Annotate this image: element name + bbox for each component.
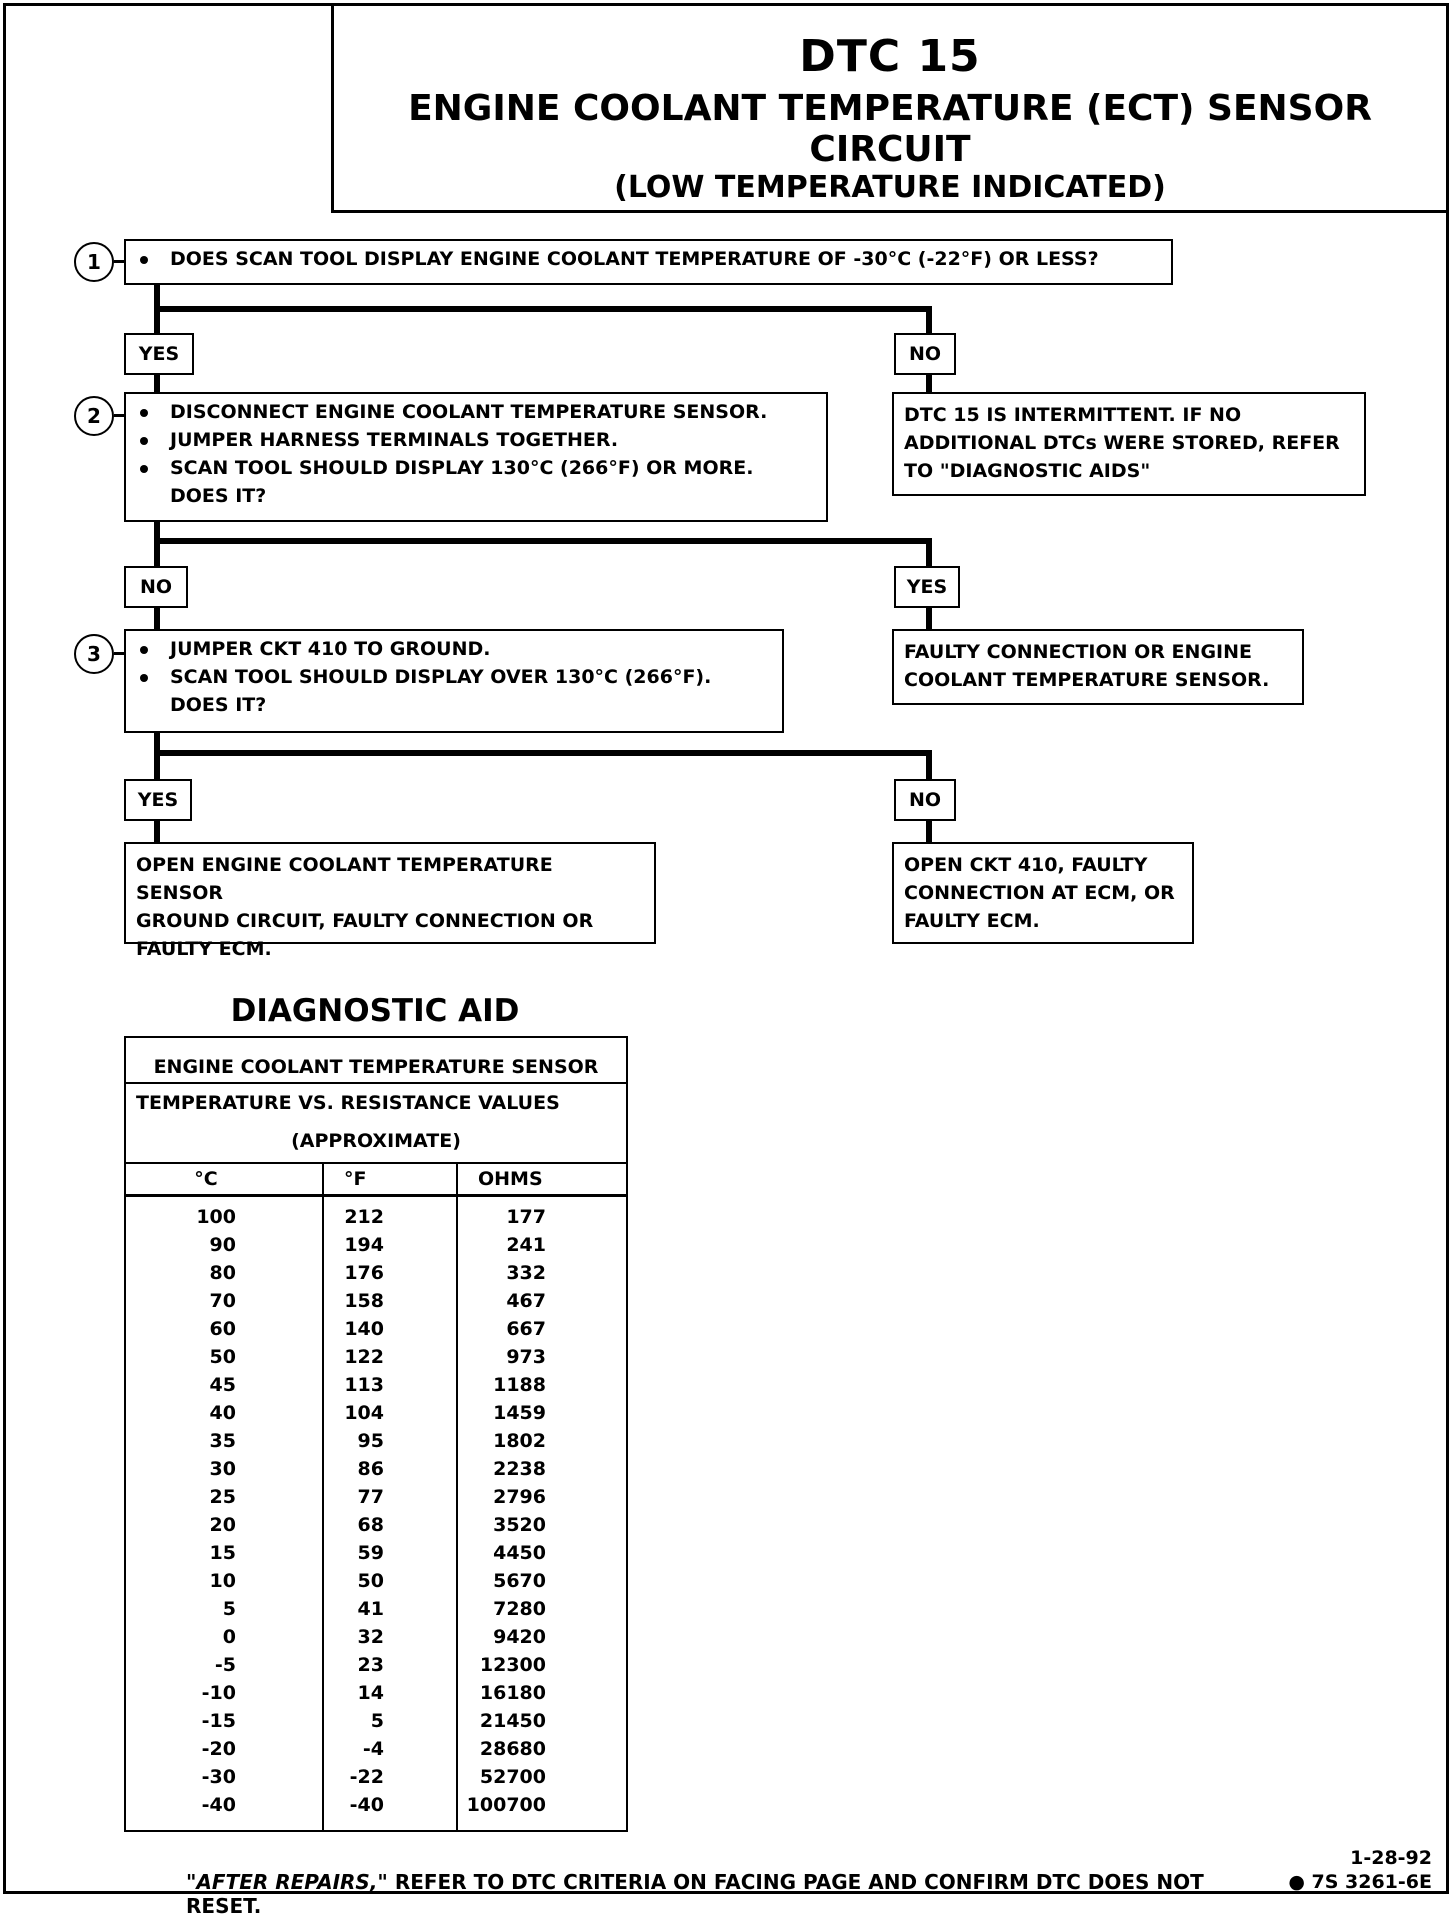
step-2-line: JUMPER HARNESS TERMINALS TOGETHER.: [136, 426, 816, 454]
fahrenheit-cell: 32: [357, 1626, 384, 1648]
step-3-box: [124, 629, 784, 733]
celsius-cell: 10: [209, 1570, 236, 1592]
table-divider: [126, 1162, 626, 1164]
column-divider: [322, 1162, 324, 1830]
connector-line: [154, 538, 932, 544]
celsius-cell: 5: [222, 1598, 236, 1620]
ohms-cell: 1459: [493, 1402, 546, 1424]
result-line: OPEN ENGINE COOLANT TEMPERATURE SENSOR: [136, 854, 553, 904]
column-divider: [456, 1162, 458, 1830]
fahrenheit-cell: 86: [357, 1458, 384, 1480]
fahrenheit-cell: 23: [357, 1654, 384, 1676]
celsius-cell: 25: [209, 1486, 236, 1508]
column-header-fahrenheit: °F: [344, 1168, 367, 1190]
step-3-connector: [114, 652, 124, 655]
fahrenheit-cell: 5: [370, 1710, 384, 1732]
step-2-line: SCAN TOOL SHOULD DISPLAY 130°C (266°F) OR MORE.: [136, 454, 816, 482]
dtc-number: DTC 15: [799, 31, 981, 82]
fahrenheit-cell: 104: [344, 1402, 384, 1424]
ohms-cell: 332: [506, 1262, 546, 1284]
celsius-cell: 20: [209, 1514, 236, 1536]
bullet-icon: [140, 646, 148, 654]
step-1-text: DOES SCAN TOOL DISPLAY ENGINE COOLANT TEMPERATURE OF -30°C (-22°F) OR LESS?: [170, 248, 1099, 270]
table-divider: [126, 1194, 626, 1197]
connector-line: [926, 538, 932, 568]
bullet-icon: [140, 465, 148, 473]
fahrenheit-cell: 95: [357, 1430, 384, 1452]
result-line: OPEN CKT 410, FAULTY: [904, 854, 1148, 876]
fahrenheit-cell: 158: [344, 1290, 384, 1312]
result-line: TO "DIAGNOSTIC AIDS": [904, 460, 1151, 482]
step-2-connector: [114, 414, 124, 417]
fahrenheit-cell: 113: [344, 1374, 384, 1396]
table-divider: [126, 1082, 626, 1084]
connector-line: [154, 608, 160, 630]
document-date: 1-28-92: [1350, 1847, 1432, 1869]
step-1-line: [136, 245, 1161, 273]
ohms-cell: 241: [506, 1234, 546, 1256]
result-line: GROUND CIRCUIT, FAULTY CONNECTION OR: [136, 910, 594, 932]
fahrenheit-cell: -40: [349, 1794, 384, 1816]
celsius-cell: 90: [209, 1234, 236, 1256]
fahrenheit-cell: -4: [362, 1738, 384, 1760]
ohms-cell: 667: [506, 1318, 546, 1340]
celsius-cell: 45: [209, 1374, 236, 1396]
connector-line: [926, 821, 932, 843]
ohms-cell: 973: [506, 1346, 546, 1368]
fahrenheit-cell: 59: [357, 1542, 384, 1564]
branch-yes-label: YES: [124, 333, 194, 375]
step-3-question: DOES IT?: [170, 694, 267, 716]
fahrenheit-cell: -22: [349, 1766, 384, 1788]
after-repairs-label: "AFTER REPAIRS,": [186, 1870, 388, 1894]
ohms-cell: 2796: [493, 1486, 546, 1508]
fahrenheit-cell: 194: [344, 1234, 384, 1256]
ohms-cell: 16180: [479, 1682, 546, 1704]
table-title: ENGINE COOLANT TEMPERATURE SENSOR: [153, 1056, 599, 1078]
connector-line: [154, 522, 160, 568]
celsius-cell: 50: [209, 1346, 236, 1368]
fahrenheit-cell: 212: [344, 1206, 384, 1228]
ohms-cell: 12300: [479, 1654, 546, 1676]
result-open-ground-box: [124, 842, 656, 960]
ohms-cell: 467: [506, 1290, 546, 1312]
branch-no-label: NO: [894, 779, 956, 821]
resistance-table: [124, 1036, 628, 1832]
celsius-cell: 30: [209, 1458, 236, 1480]
ohms-cell: 21450: [479, 1710, 546, 1732]
connector-line: [926, 608, 932, 630]
ohms-cell: 4450: [493, 1542, 546, 1564]
connector-line: [154, 375, 160, 393]
ohms-cell: 28680: [479, 1738, 546, 1760]
step-2-box: [124, 392, 828, 522]
page-subtitle: (LOW TEMPERATURE INDICATED): [614, 170, 1166, 205]
fahrenheit-cell: 140: [344, 1318, 384, 1340]
bullet-icon: [140, 409, 148, 417]
result-line: CONNECTION AT ECM, OR: [904, 882, 1175, 904]
celsius-cell: -40: [201, 1794, 236, 1816]
bullet-icon: [140, 256, 148, 264]
document-code: [1280, 1846, 1432, 1894]
column-header-celsius: °C: [194, 1168, 218, 1190]
celsius-cell: 70: [209, 1290, 236, 1312]
celsius-cell: 35: [209, 1430, 236, 1452]
step-3-line: SCAN TOOL SHOULD DISPLAY OVER 130°C (266°F).: [136, 663, 772, 691]
step-3-number: 3: [74, 634, 114, 674]
page-title: ENGINE COOLANT TEMPERATURE (ECT) SENSOR CIRCUIT: [408, 88, 1372, 170]
document-number: ● 7S 3261-6E: [1288, 1871, 1432, 1893]
footer-note: [186, 1870, 1226, 1918]
result-line: ADDITIONAL DTCs WERE STORED, REFER: [904, 432, 1340, 454]
ohms-cell: 9420: [493, 1626, 546, 1648]
step-1-number: 1: [74, 242, 114, 282]
ohms-cell: 7280: [493, 1598, 546, 1620]
ohms-cell: 52700: [479, 1766, 546, 1788]
fahrenheit-cell: 77: [357, 1486, 384, 1508]
bullet-icon: [140, 437, 148, 445]
ohms-cell: 1802: [493, 1430, 546, 1452]
result-intermittent-box: [892, 392, 1366, 496]
footer-text: REFER TO DTC CRITERIA ON FACING PAGE AND CONFIRM DTC DOES NOT RESET.: [186, 1870, 1204, 1918]
branch-yes-label: YES: [124, 779, 192, 821]
celsius-cell: 15: [209, 1542, 236, 1564]
result-line: FAULTY ECM.: [136, 938, 272, 960]
fahrenheit-cell: 50: [357, 1570, 384, 1592]
ohms-cell: 177: [506, 1206, 546, 1228]
celsius-cell: -10: [201, 1682, 236, 1704]
celsius-cell: -15: [201, 1710, 236, 1732]
connector-line: [154, 821, 160, 843]
result-line: FAULTY CONNECTION OR ENGINE: [904, 641, 1252, 663]
step-2-question: DOES IT?: [170, 485, 267, 507]
branch-no-label: NO: [894, 333, 956, 375]
celsius-cell: 0: [222, 1626, 236, 1648]
bullet-icon: [140, 674, 148, 682]
column-header-ohms: OHMS: [478, 1168, 543, 1190]
fahrenheit-cell: 68: [357, 1514, 384, 1536]
step-2-number: 2: [74, 396, 114, 436]
result-open-ckt410-box: [892, 842, 1194, 944]
branch-no-label: NO: [124, 566, 188, 608]
connector-line: [154, 733, 160, 781]
diagnostic-aid-title: DIAGNOSTIC AID: [230, 993, 520, 1029]
ohms-cell: 100700: [466, 1794, 546, 1816]
celsius-cell: -30: [201, 1766, 236, 1788]
result-line: COOLANT TEMPERATURE SENSOR.: [904, 669, 1270, 691]
ohms-cell: 5670: [493, 1570, 546, 1592]
connector-line: [926, 375, 932, 393]
table-note: (APPROXIMATE): [291, 1130, 461, 1152]
connector-line: [926, 750, 932, 781]
celsius-cell: 40: [209, 1402, 236, 1424]
fahrenheit-cell: 176: [344, 1262, 384, 1284]
title-box: [331, 3, 1446, 213]
celsius-cell: -5: [214, 1654, 236, 1676]
ohms-cell: 2238: [493, 1458, 546, 1480]
branch-yes-label: YES: [894, 566, 960, 608]
ohms-cell: 1188: [493, 1374, 546, 1396]
connector-line: [154, 306, 932, 312]
fahrenheit-cell: 122: [344, 1346, 384, 1368]
celsius-cell: 100: [196, 1206, 236, 1228]
ohms-cell: 3520: [493, 1514, 546, 1536]
table-subtitle: TEMPERATURE VS. RESISTANCE VALUES: [136, 1092, 560, 1114]
celsius-cell: 60: [209, 1318, 236, 1340]
result-faulty-sensor-box: [892, 629, 1304, 705]
result-line: FAULTY ECM.: [904, 910, 1040, 932]
step-1-connector: [114, 260, 124, 263]
celsius-cell: -20: [201, 1738, 236, 1760]
celsius-cell: 80: [209, 1262, 236, 1284]
fahrenheit-cell: 41: [357, 1598, 384, 1620]
step-1-box: [124, 239, 1173, 285]
step-3-line: JUMPER CKT 410 TO GROUND.: [136, 635, 772, 663]
result-line: DTC 15 IS INTERMITTENT. IF NO: [904, 404, 1242, 426]
connector-line: [154, 750, 932, 756]
fahrenheit-cell: 14: [357, 1682, 384, 1704]
step-2-line: DISCONNECT ENGINE COOLANT TEMPERATURE SENSOR.: [136, 398, 816, 426]
connector-line: [926, 306, 932, 335]
